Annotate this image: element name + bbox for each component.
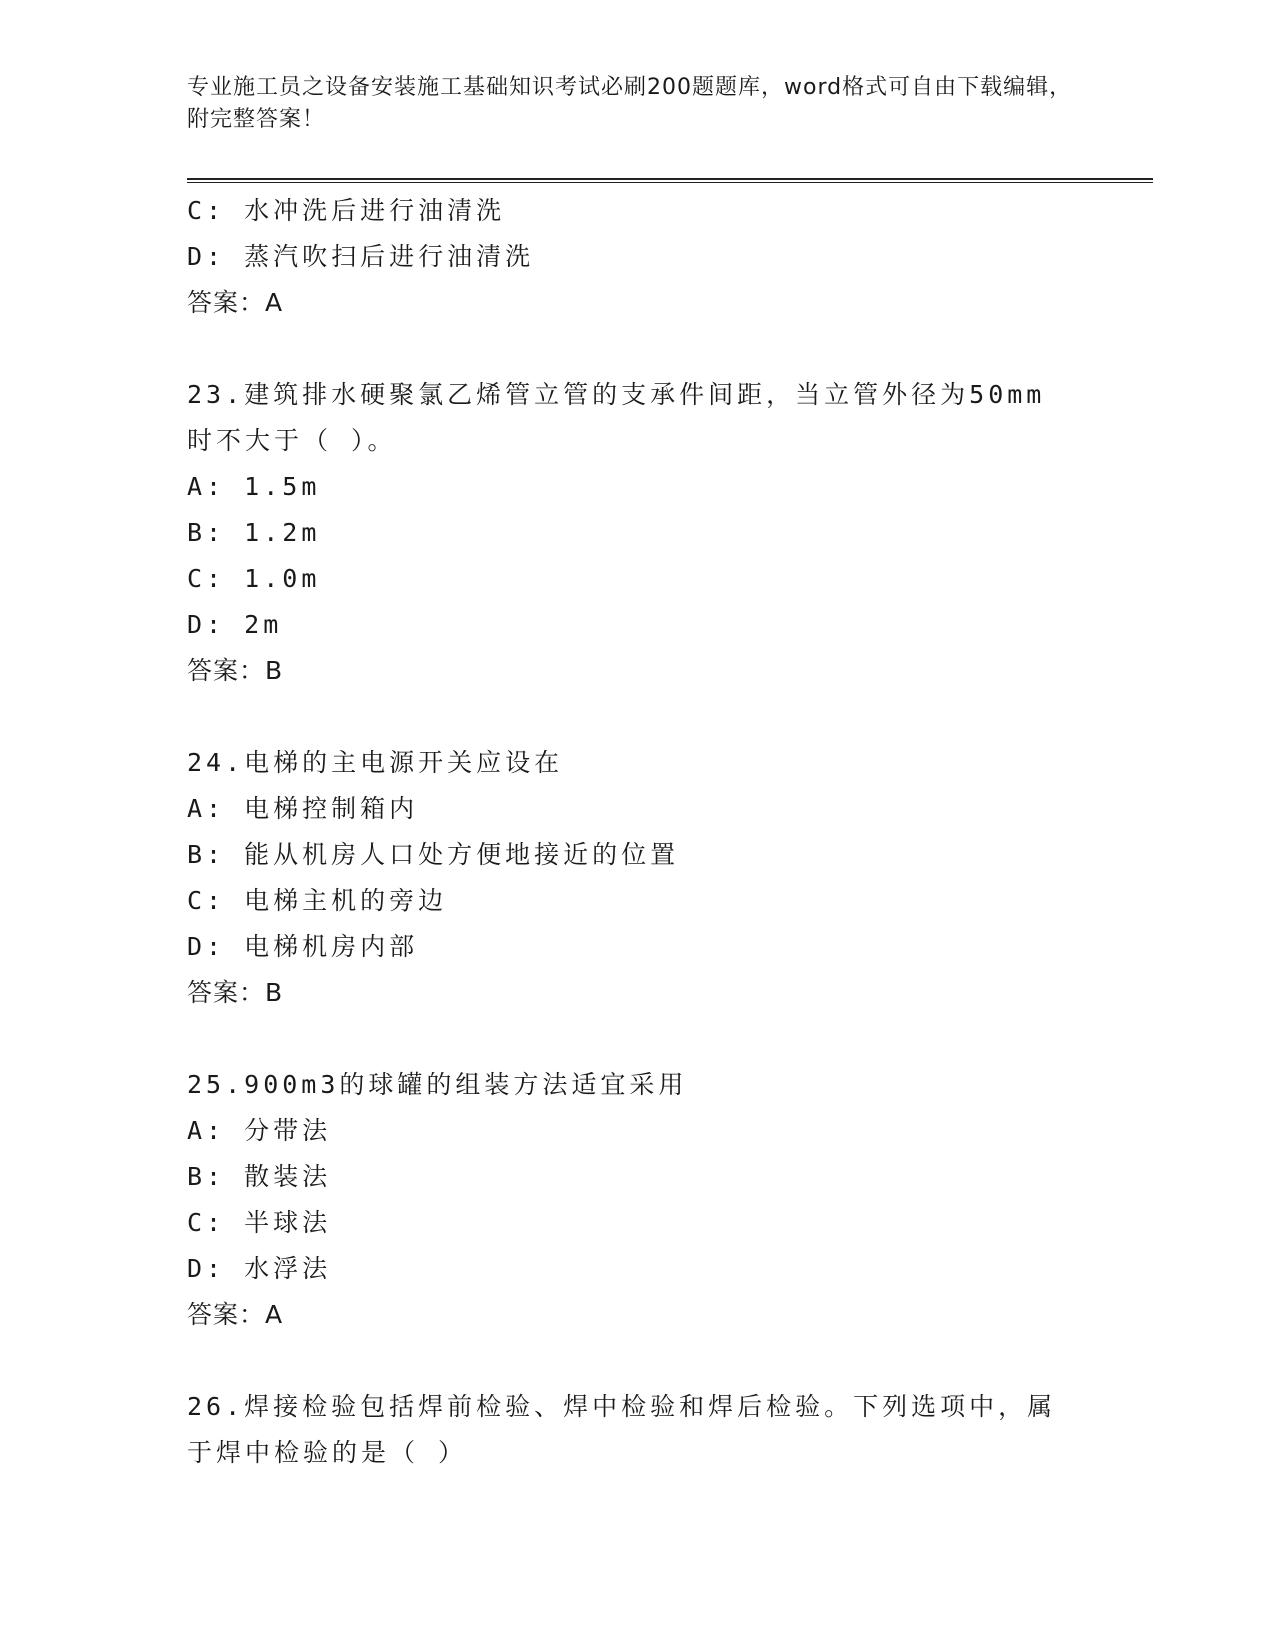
option-d: D: 2m [187,610,283,639]
question-25 [187,1062,1087,1338]
document-header [187,72,1087,136]
answer-line: 答案：A [187,288,284,317]
option-c: C: 电梯主机的旁边 [187,886,448,915]
question-23 [187,372,1087,694]
option-c: C: 水冲洗后进行油清洗 [187,196,506,225]
option-b: B: 散装法 [187,1162,332,1191]
option-a: A: 1.5m [187,472,321,501]
option-b: B: 1.2m [187,518,321,547]
option-a: A: 分带法 [187,1116,332,1145]
question-text: 25.900m3的球罐的组装方法适宜采用 [187,1070,688,1099]
header-divider-thin [187,182,1153,183]
answer-line: 答案：B [187,978,284,1007]
header-title: 专业施工员之设备安装施工基础知识考试必刷200题题库，word格式可自由下载编辑，附完整答案！ [187,75,1073,132]
question-list [187,188,1087,1476]
question-26 [187,1384,1087,1476]
answer-line: 答案：B [187,656,284,685]
previous-question-fragment [187,188,1087,326]
option-b: B: 能从机房人口处方便地接近的位置 [187,840,680,869]
option-a: A: 电梯控制箱内 [187,794,419,823]
question-text: 23.建筑排水硬聚氯乙烯管立管的支承件间距，当立管外径为50mm时不大于（ ）。 [187,380,1046,455]
question-text: 26.焊接检验包括焊前检验、焊中检验和焊后检验。下列选项中，属于焊中检验的是（ ） [187,1392,1057,1467]
option-c: C: 1.0m [187,564,321,593]
option-d: D: 蒸汽吹扫后进行油清洗 [187,242,535,271]
question-text: 24.电梯的主电源开关应设在 [187,748,564,777]
question-24 [187,740,1087,1016]
answer-line: 答案：A [187,1300,284,1329]
option-d: D: 电梯机房内部 [187,932,419,961]
option-d: D: 水浮法 [187,1254,332,1283]
header-divider-thick [187,178,1153,180]
option-c: C: 半球法 [187,1208,332,1237]
